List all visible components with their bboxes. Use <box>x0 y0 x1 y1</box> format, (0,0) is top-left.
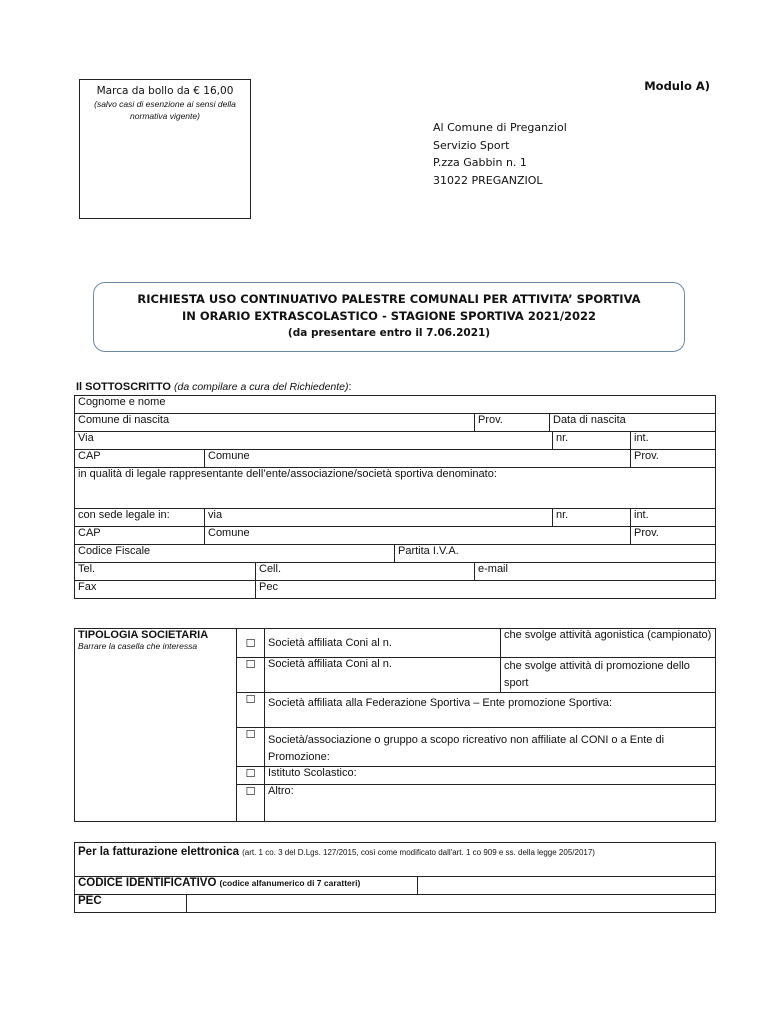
option-coni-agonistica: Società affiliata Coni al n. <box>265 629 501 658</box>
data-nascita-field[interactable]: Data di nascita <box>550 414 716 432</box>
int-field[interactable]: int. <box>631 432 716 450</box>
sede-label: con sede legale in: <box>75 509 205 527</box>
recipient-address <box>433 119 567 189</box>
nr-field[interactable]: nr. <box>553 432 631 450</box>
stamp-box <box>79 79 251 219</box>
checkbox-ricreativo[interactable] <box>237 728 265 767</box>
address-line: Servizio Sport <box>433 138 510 152</box>
checkbox-coni-promozione[interactable] <box>237 658 265 693</box>
sottoscritto-note: (da compilare a cura del Richiedente) <box>174 381 349 393</box>
checkbox-icon: ☐ <box>245 767 256 780</box>
cognome-field[interactable]: Cognome e nome <box>75 396 716 414</box>
tipologia-cell <box>75 629 237 822</box>
cell-field[interactable]: Cell. <box>256 563 475 581</box>
address-line: Al Comune di Preganziol <box>433 121 567 134</box>
fatturazione-table <box>74 842 716 913</box>
int-2-field[interactable]: int. <box>631 509 716 527</box>
address-line: P.zza Gabbin n. 1 <box>433 156 527 169</box>
sottoscritto-heading <box>76 381 352 393</box>
checkbox-icon: ☐ <box>245 658 256 671</box>
option-coni-promozione-extra: che svolge attività di promozione dello sport <box>501 658 716 693</box>
option-coni-promozione: Società affiliata Coni al n. <box>265 658 501 693</box>
option-federazione: Società affiliata alla Federazione Sportiva – Ente promozione Sportiva: <box>265 693 716 728</box>
codice-note: (codice alfanumerico di 7 caratteri) <box>219 878 361 888</box>
option-scolastico: Istituto Scolastico: <box>265 767 716 785</box>
tel-field[interactable]: Tel. <box>75 563 256 581</box>
checkbox-icon: ☐ <box>245 693 256 706</box>
via-2-field[interactable]: via <box>205 509 553 527</box>
tipologia-title: TIPOLOGIA SOCIETARIA <box>78 629 209 641</box>
cap-field[interactable]: CAP <box>75 450 205 468</box>
address-line: 31022 PREGANZIOL <box>433 173 543 187</box>
fatturazione-header <box>75 843 716 877</box>
fax-field[interactable]: Fax <box>75 581 256 599</box>
applicant-table <box>74 395 716 599</box>
option-coni-agonistica-extra: che svolge attività agonistica (campionato) <box>501 629 716 658</box>
title-line-3: (da presentare entro il 7.06.2021) <box>287 327 491 339</box>
via-field[interactable]: Via <box>75 432 553 450</box>
comune-field[interactable]: Comune <box>205 450 631 468</box>
checkbox-icon: ☐ <box>245 728 256 741</box>
checkbox-altro[interactable] <box>237 785 265 822</box>
cap-2-field[interactable]: CAP <box>75 527 205 545</box>
piva-field[interactable]: Partita I.V.A. <box>395 545 716 563</box>
legale-field[interactable]: in qualità di legale rappresentante dell’ente/associazione/società sportiva denominato: <box>75 468 716 509</box>
fatturazione-title: Per la fatturazione elettronica <box>78 846 240 858</box>
codice-input[interactable] <box>418 877 716 895</box>
prov-field[interactable]: Prov. <box>475 414 550 432</box>
stamp-note: (salvo casi di esenzione ai sensi della normativa vigente) <box>94 99 236 121</box>
tipologia-table <box>74 628 716 822</box>
comune-2-field[interactable]: Comune <box>205 527 631 545</box>
nr-2-field[interactable]: nr. <box>553 509 631 527</box>
codice-label-cell <box>75 877 418 895</box>
title-line-1: RICHIESTA USO CONTINUATIVO PALESTRE COMUNALI PER ATTIVITA’ SPORTIVA <box>137 292 641 306</box>
tipologia-note: Barrare la casella che interessa <box>78 641 198 651</box>
prov-field-3[interactable]: Prov. <box>631 527 716 545</box>
modulo-label: Modulo A) <box>644 79 710 93</box>
title-line-2: IN ORARIO EXTRASCOLASTICO - STAGIONE SPORTIVA 2021/2022 <box>181 309 597 323</box>
option-altro: Altro: <box>265 785 716 822</box>
checkbox-icon: ☐ <box>245 636 256 650</box>
sottoscritto-suffix: : <box>348 381 352 393</box>
checkbox-federazione[interactable] <box>237 693 265 728</box>
prov-field-2[interactable]: Prov. <box>631 450 716 468</box>
pec-label: PEC <box>75 895 187 913</box>
pec-field[interactable]: Pec <box>256 581 716 599</box>
comune-nascita-field[interactable]: Comune di nascita <box>75 414 475 432</box>
cf-field[interactable]: Codice Fiscale <box>75 545 395 563</box>
stamp-title: Marca da bollo da € 16,00 <box>96 85 234 97</box>
fatturazione-note: (art. 1 co. 3 del D.Lgs. 127/2015, così come modificato dall'art. 1 co 909 e ss. della legge 205/2017) <box>242 848 595 857</box>
sottoscritto-label: Il SOTTOSCRITTO <box>76 381 171 393</box>
document-title-box <box>93 282 685 352</box>
checkbox-icon: ☐ <box>245 785 256 798</box>
pec-input[interactable] <box>187 895 716 913</box>
email-field[interactable]: e-mail <box>475 563 716 581</box>
checkbox-coni-agonistica[interactable] <box>237 629 265 658</box>
codice-label: CODICE IDENTIFICATIVO <box>78 877 217 889</box>
checkbox-scolastico[interactable] <box>237 767 265 785</box>
option-ricreativo: Società/associazione o gruppo a scopo ricreativo non affiliate al CONI o a Ente di Promozione: <box>265 728 716 767</box>
